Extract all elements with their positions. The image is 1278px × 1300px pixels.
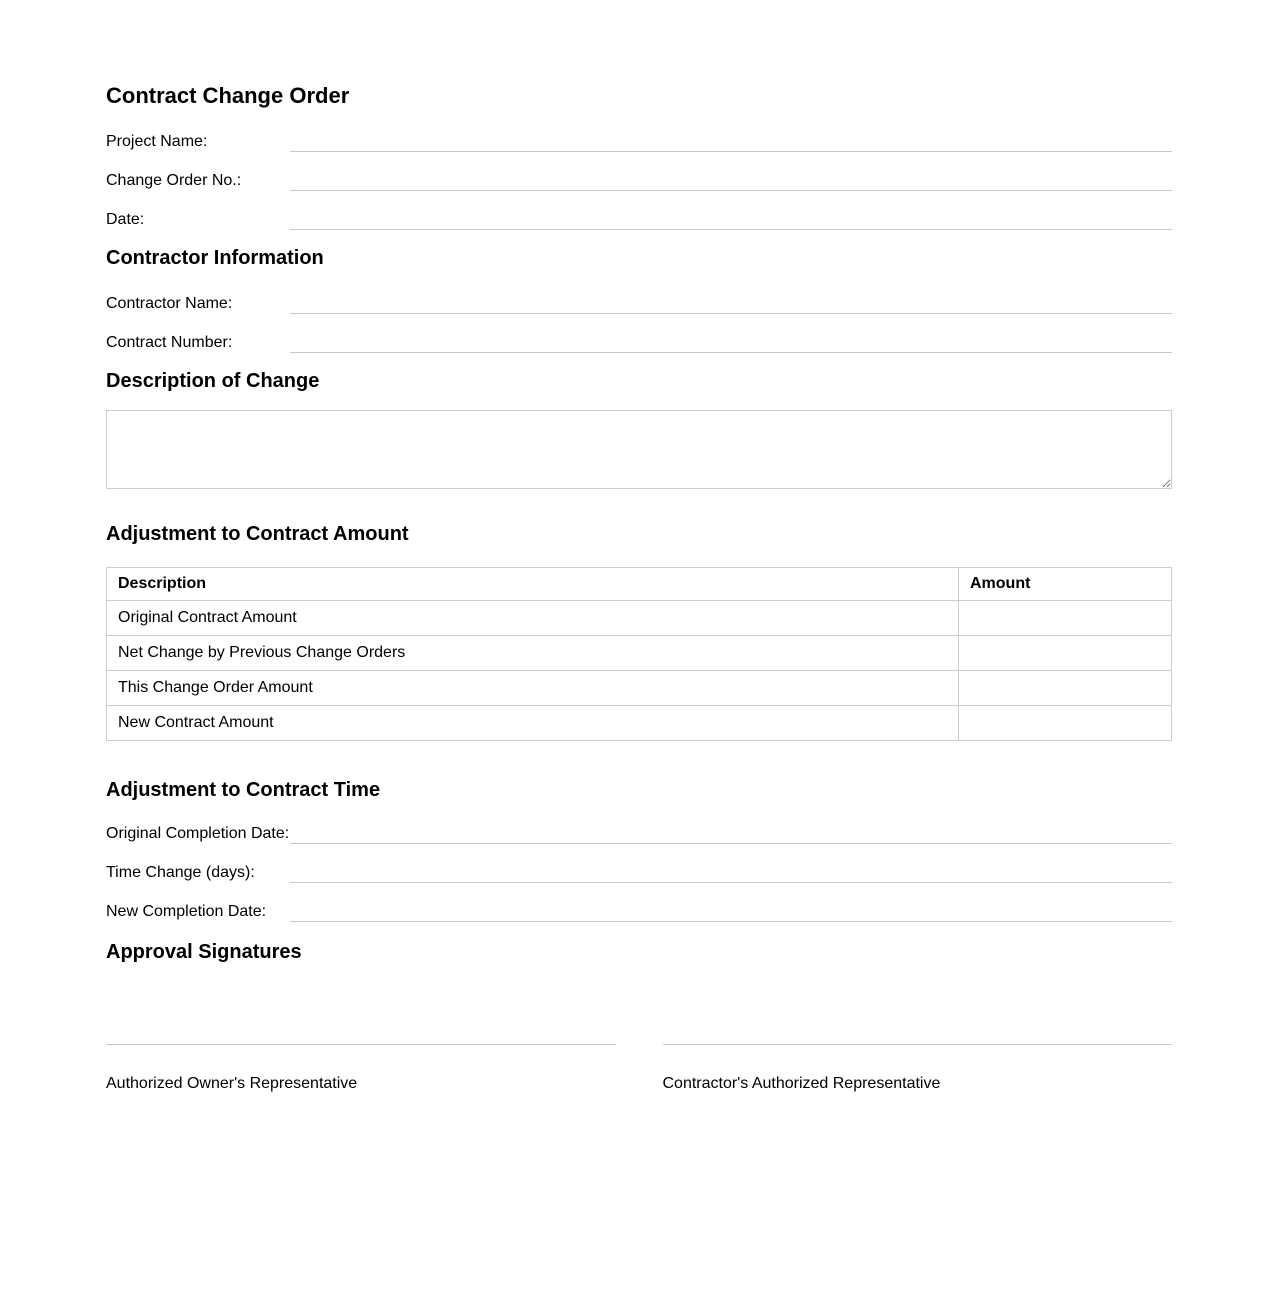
field-row-time-change-days bbox=[106, 861, 1172, 883]
change-order-no-label: Change Order No.: bbox=[106, 172, 242, 189]
change-order-form bbox=[106, 0, 1172, 1095]
row-this-change-order-value bbox=[959, 671, 1172, 706]
field-row-project-name bbox=[106, 130, 1172, 152]
field-row-new-completion-date bbox=[106, 900, 1172, 922]
contractor-signature-label: Contractor's Authorized Representative bbox=[662, 1075, 941, 1092]
field-row-change-order-no bbox=[106, 169, 1172, 191]
description-of-change-heading: Description of Change bbox=[106, 370, 320, 392]
row-original-contract-amount-label: Original Contract Amount bbox=[107, 601, 959, 636]
field-row-original-completion-date bbox=[106, 822, 1172, 844]
table-row bbox=[107, 636, 1172, 671]
owner-signature-column bbox=[106, 1044, 616, 1095]
column-header-description: Description bbox=[107, 568, 959, 601]
owner-signature-line bbox=[106, 1044, 616, 1045]
signature-block bbox=[106, 1044, 1172, 1095]
contractor-signature-column bbox=[663, 1044, 1173, 1095]
table-row bbox=[107, 671, 1172, 706]
original-completion-date-input[interactable] bbox=[290, 822, 1172, 844]
new-completion-date-input[interactable] bbox=[290, 900, 1172, 922]
contractor-signature-line bbox=[663, 1044, 1173, 1045]
row-new-contract-amount-label: New Contract Amount bbox=[107, 706, 959, 741]
time-change-days-label: Time Change (days): bbox=[106, 864, 255, 881]
row-this-change-order-label: This Change Order Amount bbox=[107, 671, 959, 706]
row-new-contract-amount-value bbox=[959, 706, 1172, 741]
page-title: Contract Change Order bbox=[106, 83, 350, 108]
change-order-no-input[interactable] bbox=[290, 169, 1172, 191]
row-net-change-label: Net Change by Previous Change Orders bbox=[107, 636, 959, 671]
contractor-name-label: Contractor Name: bbox=[106, 295, 233, 312]
contract-number-input[interactable] bbox=[290, 331, 1172, 353]
amount-table bbox=[106, 567, 1172, 741]
new-completion-date-label: New Completion Date: bbox=[106, 903, 267, 920]
contract-number-label: Contract Number: bbox=[106, 334, 233, 351]
table-row bbox=[107, 706, 1172, 741]
row-original-contract-amount-value bbox=[959, 601, 1172, 636]
table-row bbox=[107, 601, 1172, 636]
contractor-name-input[interactable] bbox=[290, 292, 1172, 314]
column-header-amount: Amount bbox=[959, 568, 1172, 601]
approval-signatures-heading: Approval Signatures bbox=[106, 941, 302, 963]
field-row-date bbox=[106, 208, 1172, 230]
field-row-contract-number bbox=[106, 331, 1172, 353]
project-name-label: Project Name: bbox=[106, 133, 208, 150]
field-row-contractor-name bbox=[106, 292, 1172, 314]
owner-signature-label: Authorized Owner's Representative bbox=[106, 1075, 358, 1092]
description-textarea[interactable] bbox=[106, 410, 1172, 489]
adjustment-amount-heading: Adjustment to Contract Amount bbox=[106, 523, 409, 545]
date-label: Date: bbox=[106, 211, 145, 228]
date-input[interactable] bbox=[290, 208, 1172, 230]
original-completion-date-label: Original Completion Date: bbox=[106, 825, 290, 842]
table-header-row bbox=[107, 568, 1172, 601]
time-change-days-input[interactable] bbox=[290, 861, 1172, 883]
contractor-information-heading: Contractor Information bbox=[106, 247, 324, 269]
row-net-change-value bbox=[959, 636, 1172, 671]
adjustment-time-heading: Adjustment to Contract Time bbox=[106, 779, 381, 801]
project-name-input[interactable] bbox=[290, 130, 1172, 152]
